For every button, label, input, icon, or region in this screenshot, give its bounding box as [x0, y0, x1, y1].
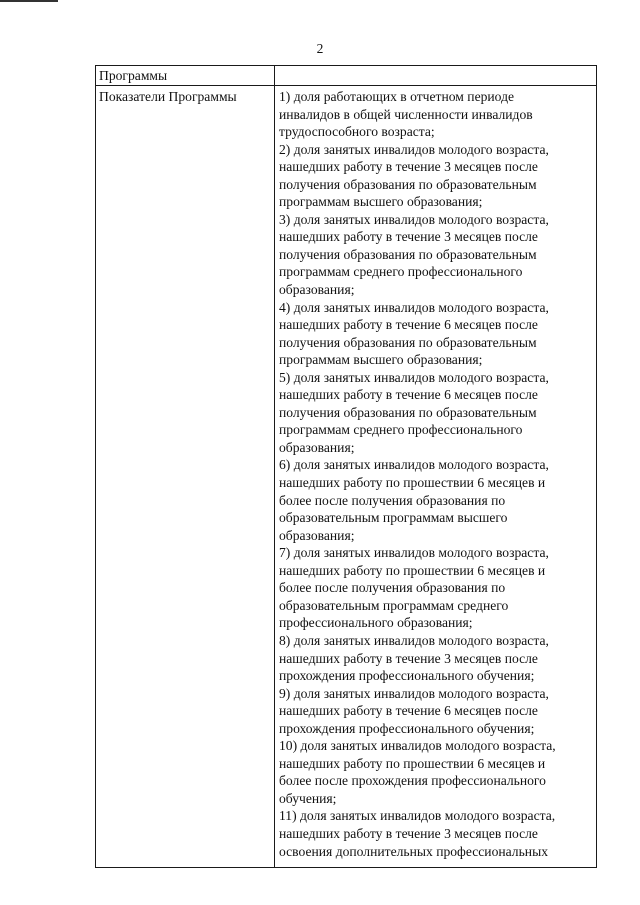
- indicator-line: нашедших работу по прошествии 6 месяцев и: [279, 755, 546, 771]
- indicator-line: прохождения профессионального обучения;: [279, 668, 535, 684]
- indicator-line: получения образования по образовательным: [279, 246, 537, 262]
- indicator-line: нашедших работу в течение 3 месяцев после: [279, 159, 538, 175]
- indicator-line: обучения;: [279, 790, 337, 806]
- indicator-line: инвалидов в общей численности инвалидов: [279, 106, 533, 122]
- indicator-line: освоения дополнительных профессиональных: [279, 843, 548, 859]
- indicator-line: нашедших работу в течение 6 месяцев после: [279, 387, 538, 403]
- indicator-line: 2) доля занятых инвалидов молодого возраста,: [279, 141, 549, 157]
- program-table: [95, 65, 597, 868]
- page-number: 2: [316, 41, 324, 56]
- indicator-line: более после получения образования по: [279, 492, 506, 508]
- indicator-line: программам высшего образования;: [279, 352, 483, 368]
- indicator-line: образовательным программам высшего: [279, 510, 508, 526]
- indicator-line: профессионального образования;: [279, 615, 473, 631]
- indicator-line: более после получения образования по: [279, 580, 506, 596]
- header-cell-programs: Программы: [96, 66, 275, 86]
- indicator-line: программам среднего профессионального: [279, 422, 523, 438]
- indicator-line: 11) доля занятых инвалидов молодого возраста,: [279, 808, 556, 824]
- indicator-line: 4) доля занятых инвалидов молодого возраста,: [279, 299, 549, 315]
- indicator-line: программам высшего образования;: [279, 194, 483, 210]
- table-row: [96, 86, 597, 868]
- row-label-indicators: Показатели Программы: [96, 86, 275, 868]
- indicator-line: 10) доля занятых инвалидов молодого возраста,: [279, 738, 556, 754]
- indicator-line: 7) доля занятых инвалидов молодого возраста,: [279, 545, 549, 561]
- indicator-line: получения образования по образовательным: [279, 334, 537, 350]
- indicator-line: 6) доля занятых инвалидов молодого возраста,: [279, 457, 549, 473]
- indicator-line: нашедших работу по прошествии 6 месяцев и: [279, 562, 546, 578]
- table-header-row: [96, 66, 597, 86]
- header-cell-empty: [275, 66, 597, 86]
- indicator-line: нашедших работу в течение 3 месяцев после: [279, 229, 538, 245]
- indicator-line: нашедших работу в течение 3 месяцев после: [279, 650, 538, 666]
- indicator-line: нашедших работу в течение 3 месяцев после: [279, 825, 538, 841]
- indicator-line: 8) доля занятых инвалидов молодого возраста,: [279, 632, 549, 648]
- indicator-line: образовательным программам среднего: [279, 597, 509, 613]
- indicator-line: образования;: [279, 439, 355, 455]
- indicator-line: получения образования по образовательным: [279, 176, 537, 192]
- indicator-line: образования;: [279, 527, 355, 543]
- indicator-line: нашедших работу по прошествии 6 месяцев и: [279, 475, 546, 491]
- indicator-line: нашедших работу в течение 6 месяцев после: [279, 317, 538, 333]
- indicator-line: программам среднего профессионального: [279, 264, 523, 280]
- indicator-line: трудоспособного возраста;: [279, 124, 435, 140]
- indicator-line: 1) доля работающих в отчетном периоде: [279, 89, 515, 104]
- row-indicators-list: [275, 86, 597, 868]
- indicator-line: более после прохождения профессионального: [279, 773, 546, 789]
- indicator-line: 3) доля занятых инвалидов молодого возраста,: [279, 211, 549, 227]
- indicator-line: нашедших работу в течение 6 месяцев после: [279, 703, 538, 719]
- indicator-line: образования;: [279, 282, 355, 298]
- indicator-line: 5) доля занятых инвалидов молодого возраста,: [279, 369, 549, 385]
- indicator-line: 9) доля занятых инвалидов молодого возраста,: [279, 685, 549, 701]
- indicator-line: прохождения профессионального обучения;: [279, 720, 535, 736]
- top-rule: [0, 0, 58, 2]
- indicator-line: получения образования по образовательным: [279, 404, 537, 420]
